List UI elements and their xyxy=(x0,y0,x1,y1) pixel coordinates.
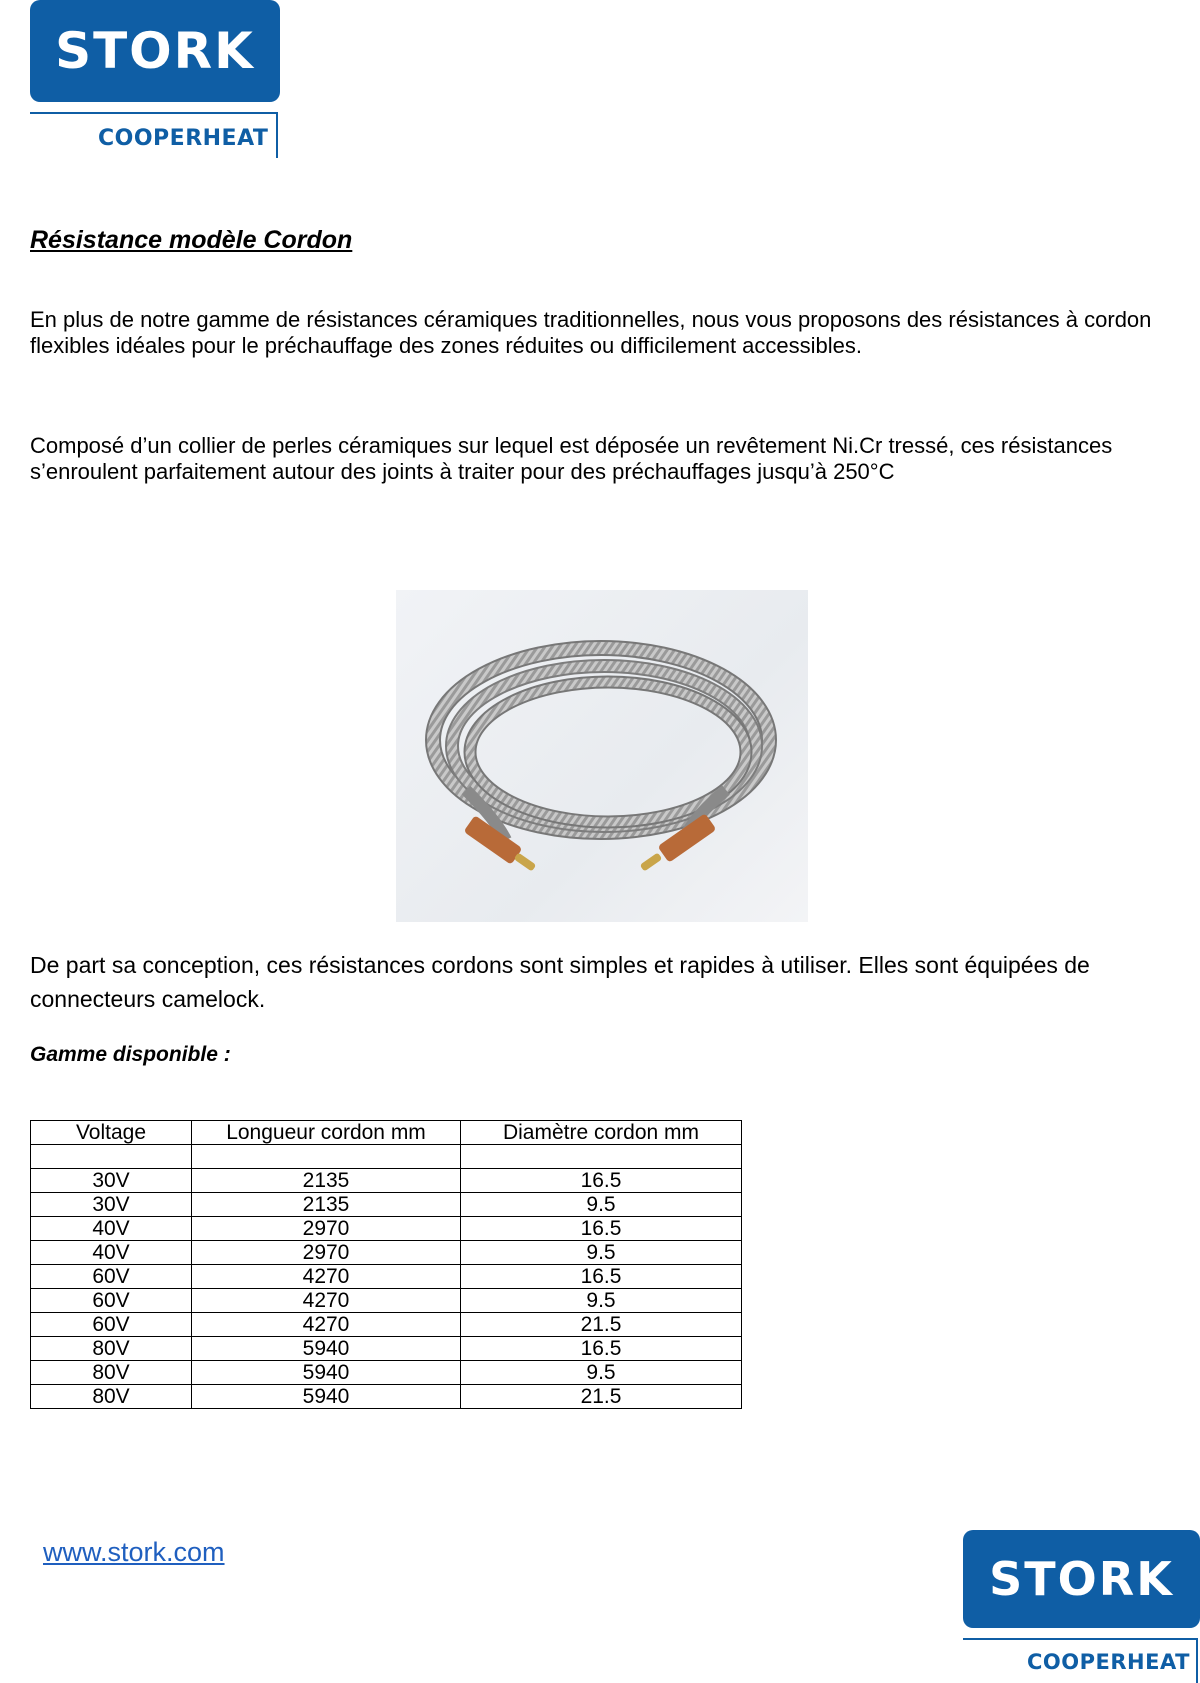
cell-diameter: 9.5 xyxy=(461,1193,742,1217)
table-row xyxy=(31,1337,742,1361)
logo-sub-text: COOPERHEAT xyxy=(98,126,269,151)
cord-heater-photo xyxy=(396,590,808,922)
header-voltage: Voltage xyxy=(31,1121,192,1145)
logo-bracket xyxy=(1196,1638,1198,1683)
cell-length: 2970 xyxy=(192,1241,461,1265)
stork-cooperheat-logo-top xyxy=(30,0,282,160)
coiled-cord-illustration xyxy=(396,590,808,922)
stork-cooperheat-logo-bottom xyxy=(963,1530,1200,1681)
cell-length xyxy=(192,1145,461,1169)
range-subtitle: Gamme disponible : xyxy=(30,1043,231,1066)
cell-length: 2135 xyxy=(192,1169,461,1193)
cell-voltage: 30V xyxy=(31,1169,192,1193)
table-row xyxy=(31,1169,742,1193)
logo-bracket xyxy=(276,112,278,158)
cell-diameter: 21.5 xyxy=(461,1313,742,1337)
cell-diameter: 16.5 xyxy=(461,1265,742,1289)
logo-sub-text: COOPERHEAT xyxy=(1027,1650,1190,1674)
cell-voltage: 60V xyxy=(31,1265,192,1289)
cell-diameter: 9.5 xyxy=(461,1241,742,1265)
cell-diameter: 16.5 xyxy=(461,1217,742,1241)
table-row xyxy=(31,1241,742,1265)
cell-diameter: 16.5 xyxy=(461,1169,742,1193)
website-link[interactable]: www.stork.com xyxy=(43,1537,225,1567)
intro-paragraph: En plus de notre gamme de résistances céramiques traditionnelles, nous vous proposons des résistances à cordon flexibles idéales pour le préchauffage des zones réduites ou difficilement accessibles. xyxy=(30,307,1152,358)
cell-voltage: 80V xyxy=(31,1361,192,1385)
cell-voltage: 80V xyxy=(31,1385,192,1409)
cell-length: 2970 xyxy=(192,1217,461,1241)
table-row xyxy=(31,1385,742,1409)
specs-table xyxy=(30,1120,742,1409)
cell-voltage: 40V xyxy=(31,1217,192,1241)
cell-diameter: 21.5 xyxy=(461,1385,742,1409)
table-row xyxy=(31,1217,742,1241)
cell-length: 4270 xyxy=(192,1289,461,1313)
logo-brand-text: STORK xyxy=(989,1552,1174,1606)
cell-voltage: 80V xyxy=(31,1337,192,1361)
cell-voltage: 40V xyxy=(31,1241,192,1265)
header-length: Longueur cordon mm xyxy=(192,1121,461,1145)
page-title: Résistance modèle Cordon xyxy=(30,226,353,254)
cell-length: 4270 xyxy=(192,1313,461,1337)
cell-voltage: 30V xyxy=(31,1193,192,1217)
logo-brand-text: STORK xyxy=(55,22,255,80)
table-row xyxy=(31,1193,742,1217)
cell-diameter: 9.5 xyxy=(461,1289,742,1313)
cell-length: 2135 xyxy=(192,1193,461,1217)
cell-voltage: 60V xyxy=(31,1289,192,1313)
table-row xyxy=(31,1289,742,1313)
cell-voltage xyxy=(31,1145,192,1169)
cell-length: 5940 xyxy=(192,1361,461,1385)
table-row xyxy=(31,1361,742,1385)
cell-diameter xyxy=(461,1145,742,1169)
table-header-row xyxy=(31,1121,742,1145)
table-row xyxy=(31,1313,742,1337)
header-diameter: Diamètre cordon mm xyxy=(461,1121,742,1145)
logo-box xyxy=(30,0,280,102)
cell-length: 4270 xyxy=(192,1265,461,1289)
cell-length: 5940 xyxy=(192,1337,461,1361)
logo-line xyxy=(963,1638,1198,1640)
cell-diameter: 16.5 xyxy=(461,1337,742,1361)
logo-box xyxy=(963,1530,1200,1628)
table-row xyxy=(31,1265,742,1289)
table-row xyxy=(31,1145,742,1169)
cell-voltage: 60V xyxy=(31,1313,192,1337)
usage-paragraph: De part sa conception, ces résistances cordons sont simples et rapides à utiliser. Elles sont équipées de connecteurs camelock. xyxy=(30,952,1090,1012)
cell-diameter: 9.5 xyxy=(461,1361,742,1385)
logo-line xyxy=(30,112,278,114)
composition-paragraph: Composé d’un collier de perles céramiques sur lequel est déposée un revêtement Ni.Cr tressé, ces résistances s’enroulent parfaitement autour des joints à traiter pour des préchauffages jusqu’à 250°C xyxy=(30,433,1113,484)
cell-length: 5940 xyxy=(192,1385,461,1409)
